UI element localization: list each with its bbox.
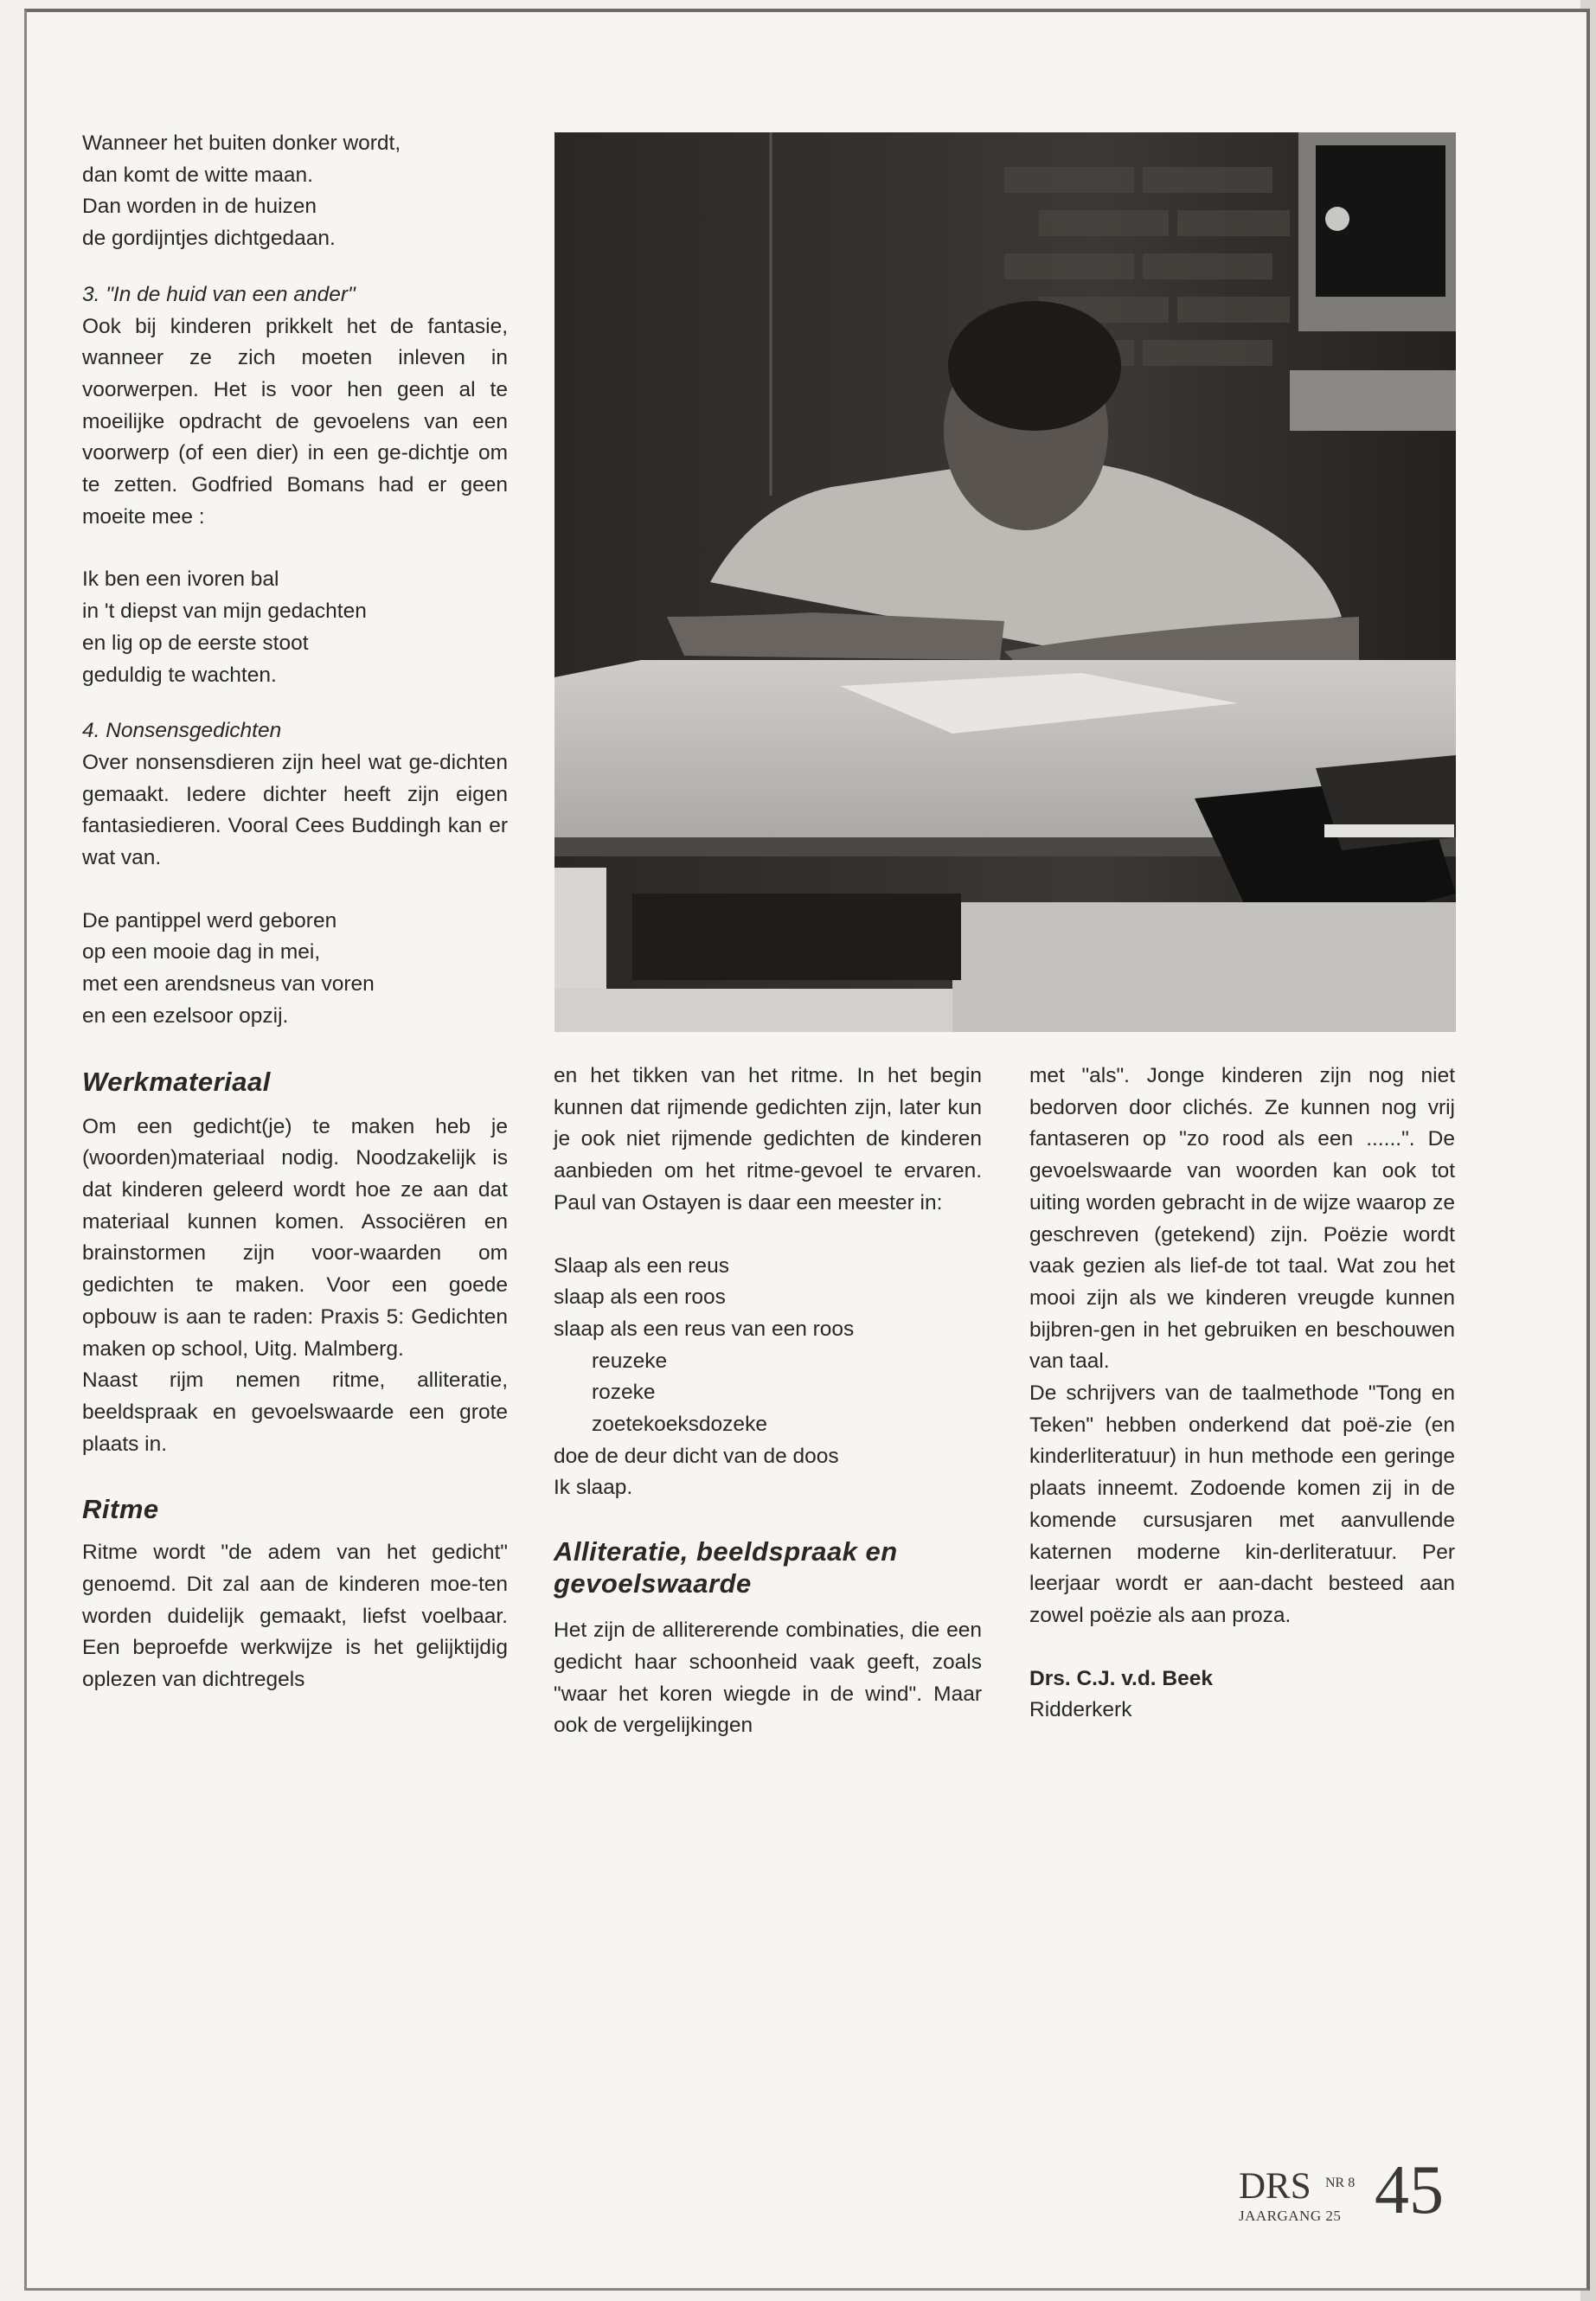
poem-line: geduldig te wachten. <box>82 663 277 687</box>
ritme-text-continued: en het tikken van het ritme. In het begin kunnen dat rijmende gedichten zijn, later kun je ook niet rijmende gedichten de kinderen aanbieden om het ritme-gevoel te ervaren. Paul van Ostayen is daar een meester in: <box>554 1064 982 1215</box>
poem-line: de gordijntjes dichtgedaan. <box>82 227 336 251</box>
tong-en-teken-text: De schrijvers van de taalmethode "Tong en Teken" hebben onderkend dat poë-zie (en kinderliteratuur) in hun methode een geringe plaats inneemt. Zodoende komen zij in de komende cursusjaren met aanvullende katernen moderne kin-derliteratuur. Per leerjaar wordt er aan-dacht besteed aan zowel poëzie als aan proza. <box>1029 1381 1455 1627</box>
poem-line: rozeke <box>592 1381 656 1405</box>
author-name: Drs. C.J. v.d. Beek <box>1029 1666 1213 1690</box>
poem-line: doe de deur dicht van de doos <box>554 1444 839 1468</box>
poem-line: Slaap als een reus <box>554 1253 729 1278</box>
poem-line: op een mooie dag in mei, <box>82 940 321 965</box>
photo-boy-writing-icon <box>554 132 1456 1032</box>
heading-alliteratie <box>554 1535 982 1599</box>
heading-ritme: Ritme <box>82 1494 159 1525</box>
poem-pantippel <box>82 906 508 1033</box>
poem-line: Ik slaap. <box>554 1476 633 1500</box>
heading-line: Alliteratie, beeldspraak en <box>554 1536 898 1567</box>
poem-van-ostayen <box>554 1251 982 1505</box>
section-4-title: 4. Nonsensgedichten <box>82 719 282 743</box>
page-number: 45 <box>1375 2152 1444 2228</box>
page-footer <box>1239 2152 1464 2232</box>
heading-line: gevoelswaarde <box>554 1568 752 1599</box>
poem-bomans <box>82 564 508 691</box>
ritme-text: Ritme wordt "de adem van het gedicht" genoemd. Dit zal aan de kinderen moe-ten worden duidelijk gemaakt, liefst voelbaar. Een beproefde werkwijze is het gelijktijdig oplezen van dichtregels <box>82 1541 508 1692</box>
beeldspraak-text: met "als". Jonge kinderen zijn nog niet bedorven door clichés. Ze kunnen nog vrij fantaseren op "zo rood als een ......". De gevoelswaarde van woorden kan ook tot uiting worden gebracht in de wijze waarop ze geschreven (getekend) zijn. Poëzie wordt vaak gezien als lief-de tot taal. Wat zou het mooi zijn als we kinderen vreugde kunnen bijbren-gen in het gebruiken en beschouwen van taal. <box>1029 1064 1455 1374</box>
heading-werkmateriaal: Werkmateriaal <box>82 1066 271 1097</box>
section-3-text: Ook bij kinderen prikkelt het de fantasie, wanneer ze zich moeten inleven in voorwerpen. Het is voor hen geen al te moeilijke opdracht de gevoelens van een voorwerp (of een dier) in een ge-dichtje om te zetten. Godfried Bomans had er geen moeite mee : <box>82 314 508 529</box>
poem-line: Ik ben een ivoren bal <box>82 567 279 592</box>
magazine-name: DRS <box>1239 2166 1311 2207</box>
author-place: Ridderkerk <box>1029 1698 1132 1722</box>
photo-boy-writing <box>554 132 1456 1032</box>
poem-night <box>82 128 508 255</box>
section-4-text: Over nonsensdieren zijn heel wat ge-dichten gemaakt. Iedere dichter heeft zijn eigen fantasiedieren. Vooral Cees Buddingh kan er wat van. <box>82 750 508 870</box>
poem-line: met een arendsneus van voren <box>82 972 375 997</box>
column-2 <box>554 1061 982 1742</box>
column-1 <box>82 128 508 1696</box>
werkmateriaal-text: Om een gedicht(je) te maken heb je (woorden)materiaal nodig. Noodzakelijk is dat kinderen geleerd wordt hoe ze aan dat materiaal kunnen komen. Associëren en brainstormen zijn voor-waarden om gedichten te maken. Voor een goede opbouw is aan te raden: Praxis 5: Gedichten maken op school, Uitg. Malmberg. <box>82 1114 508 1361</box>
alliteratie-text: Het zijn de allitererende combinaties, die een gedicht haar schoonheid vaak geeft, zoals "waar het koren wiegde in de wind". Maar ook de vergelijkingen <box>554 1618 982 1738</box>
poem-line: in 't diepst van mijn gedachten <box>82 599 367 624</box>
poem-line: Wanneer het buiten donker wordt, <box>82 131 401 155</box>
issue-number: NR 8 <box>1325 2176 1356 2190</box>
poem-line: en lig op de eerste stoot <box>82 631 309 655</box>
poem-line: reuzeke <box>592 1349 668 1373</box>
volume-label: JAARGANG 25 <box>1239 2208 1342 2224</box>
poem-line: zoetekoeksdozeke <box>592 1413 767 1437</box>
werkmateriaal-text-2: Naast rijm nemen ritme, alliteratie, beeldspraak en gevoelswaarde een grote plaats in. <box>82 1368 508 1456</box>
poem-line: dan komt de witte maan. <box>82 163 313 187</box>
poem-line: De pantippel werd geboren <box>82 908 337 933</box>
section-3-title: 3. "In de huid van een ander" <box>82 282 356 306</box>
poem-line: slaap als een roos <box>554 1285 726 1310</box>
poem-line: en een ezelsoor opzij. <box>82 1003 289 1028</box>
poem-line: slaap als een reus van een roos <box>554 1317 855 1341</box>
poem-line: Dan worden in de huizen <box>82 195 317 219</box>
column-3 <box>1029 1061 1455 1727</box>
